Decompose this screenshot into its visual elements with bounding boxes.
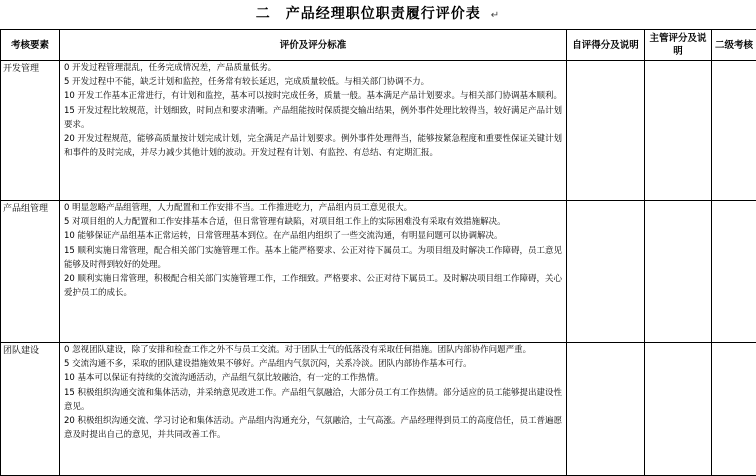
criteria-item: 0 开发过程管理混乱，任务完成情况差，产品质量低劣。 bbox=[60, 61, 566, 75]
second-level-cell[interactable] bbox=[712, 343, 756, 476]
manager-score-cell[interactable] bbox=[645, 343, 712, 476]
category-cell: 团队建设 bbox=[1, 343, 60, 476]
criteria-item: 20 积极组织沟通交流、学习讨论和集体活动。产品组内沟通充分，气氛融洽，士气高涨。产品经理得到员工的高度信任，员工普遍愿意及时提出自己的意见，并共同改善工作。 bbox=[60, 414, 566, 442]
header-second-level: 二级考核 bbox=[712, 30, 756, 61]
paragraph-mark-icon: ↵ bbox=[491, 10, 500, 21]
criteria-item: 15 开发过程比较规范，计划细致，时间点和要求清晰。产品组能按时保质提交输出结果，例外事件处理比较得当，较好满足产品计划要求。 bbox=[60, 104, 566, 132]
category-cell: 开发管理 bbox=[1, 61, 60, 201]
criteria-cell bbox=[60, 61, 567, 201]
criteria-item: 5 交流沟通不多，采取的团队建设措施效果不够好。产品组内气氛沉闷，关系冷淡。团队内部协作基本可行。 bbox=[60, 357, 566, 371]
header-self-score: 自评得分及说明 bbox=[567, 30, 645, 61]
evaluation-table bbox=[0, 29, 756, 476]
criteria-cell bbox=[60, 201, 567, 343]
criteria-item: 15 顺利实施日常管理，配合相关部门实施管理工作。基本上能严格要求、公正对待下属员工。为项目组及时解决工作障碍，员工意见能够及时得到较好的处理。 bbox=[60, 244, 566, 272]
document-title bbox=[0, 4, 756, 26]
table-row bbox=[1, 61, 756, 201]
manager-score-cell[interactable] bbox=[645, 201, 712, 343]
criteria-item: 0 明显忽略产品组管理，人力配置和工作安排不当。工作推进吃力，产品组内员工意见很大。 bbox=[60, 201, 566, 215]
self-score-cell[interactable] bbox=[567, 201, 645, 343]
second-level-cell[interactable] bbox=[712, 201, 756, 343]
self-score-cell[interactable] bbox=[567, 343, 645, 476]
table-row bbox=[1, 201, 756, 343]
manager-score-cell[interactable] bbox=[645, 61, 712, 201]
criteria-cell bbox=[60, 343, 567, 476]
title-text: 二 产品经理职位职责履行评价表 bbox=[256, 6, 481, 22]
header-manager-score: 主管评分及说明 bbox=[645, 30, 712, 61]
criteria-item: 5 开发过程中不能，缺乏计划和监控，任务常有较长延迟，完成质量较低。与相关部门协调不力。 bbox=[60, 75, 566, 89]
category-cell: 产品组管理 bbox=[1, 201, 60, 343]
criteria-item: 10 基本可以保证有持续的交流沟通活动，产品组气氛比较融洽，有一定的工作热情。 bbox=[60, 371, 566, 385]
criteria-item: 10 开发工作基本正常进行，有计划和监控，基本可以按时完成任务，质量一般。基本满足产品计划要求。与相关部门协调基本顺利。 bbox=[60, 89, 566, 103]
table-header-row bbox=[1, 30, 756, 61]
criteria-item: 20 开发过程规范，能够高质量按计划完成计划，完全满足产品计划要求。例外事件处理得当，能够按紧急程度和重要性保证关键计划和事件的及时完成，并尽力减少其他计划的波动。开发过程有计划、有监控、有总结、有定期汇报。 bbox=[60, 132, 566, 160]
table-row bbox=[1, 343, 756, 476]
criteria-item: 15 积极组织沟通交流和集体活动，并采纳意见改进工作。产品组气氛融洽，大部分员工有工作热情。部分适应的员工能够提出建设性意见。 bbox=[60, 386, 566, 414]
criteria-item: 20 顺利实施日常管理，积极配合相关部门实施管理工作，工作细致。严格要求、公正对待下属员工。及时解决项目组工作障碍，关心爱护员工的成长。 bbox=[60, 272, 566, 300]
header-criteria: 评价及评分标准 bbox=[60, 30, 567, 61]
self-score-cell[interactable] bbox=[567, 61, 645, 201]
criteria-item: 0 忽视团队建设，除了安排和检查工作之外不与员工交流。对于团队士气的低落没有采取任何措施。团队内部协作问题严重。 bbox=[60, 343, 566, 357]
second-level-cell[interactable] bbox=[712, 61, 756, 201]
header-category: 考核要素 bbox=[1, 30, 60, 61]
criteria-item: 10 能够保证产品组基本正常运转，日常管理基本到位。在产品组内组织了一些交流沟通，有明显问题可以协调解决。 bbox=[60, 229, 566, 243]
criteria-item: 5 对项目组的人力配置和工作安排基本合适，但日常管理有缺陷，对项目组工作上的实际困难没有采取有效措施解决。 bbox=[60, 215, 566, 229]
